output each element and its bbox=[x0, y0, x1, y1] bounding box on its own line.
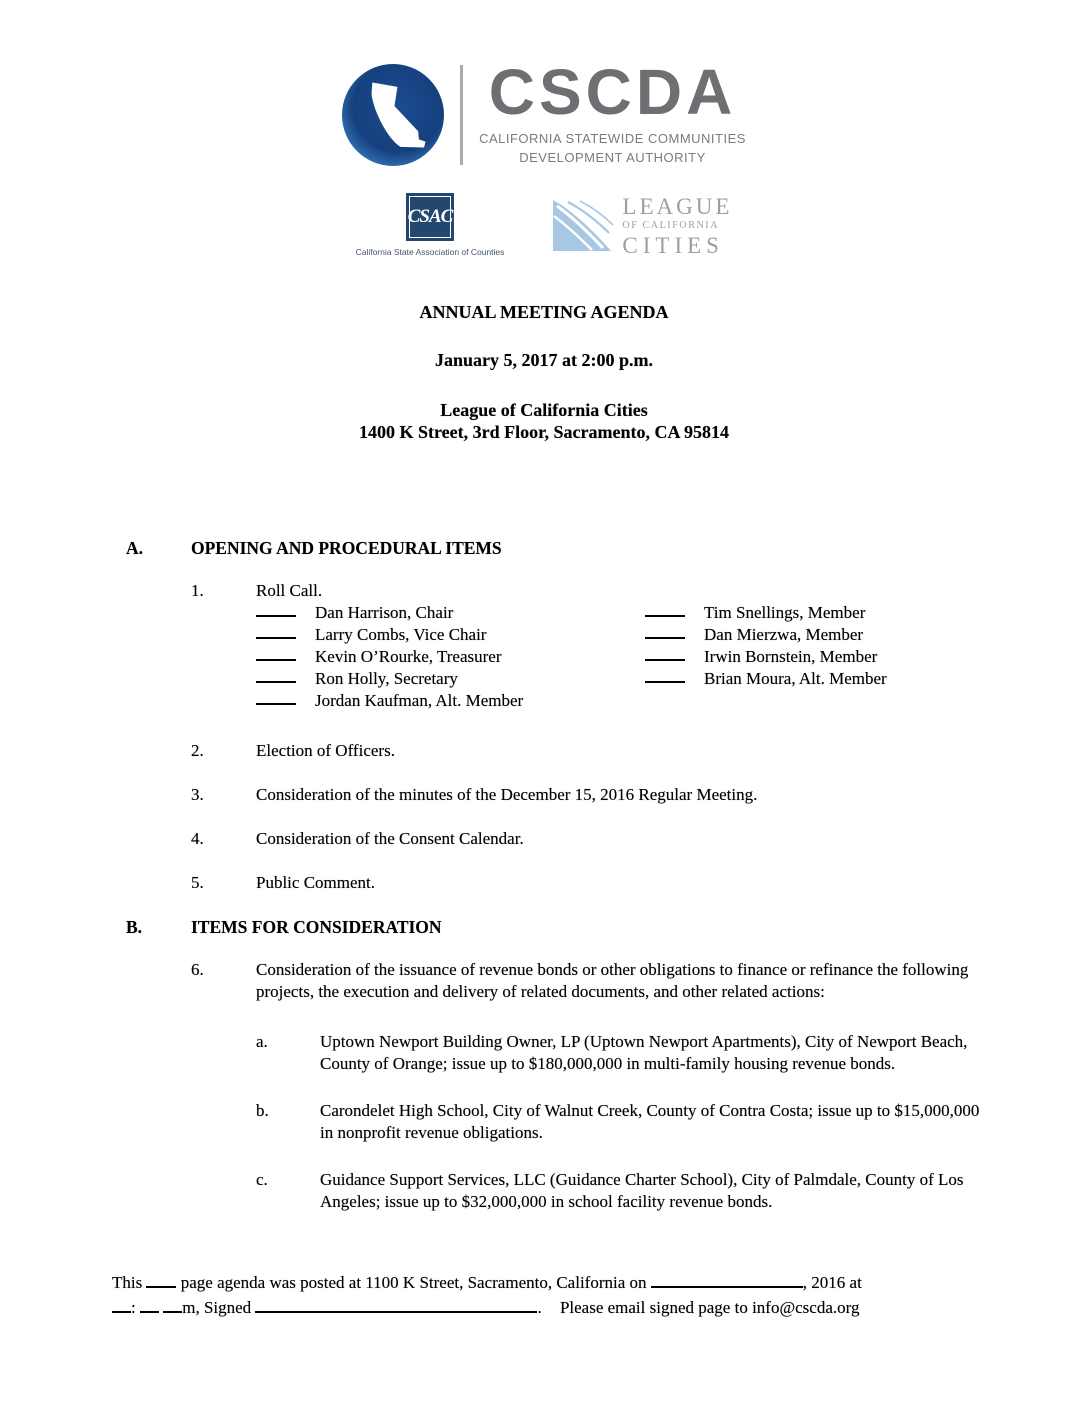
roll-call-entry bbox=[645, 624, 988, 646]
item-6b-letter: b. bbox=[256, 1101, 269, 1121]
roll-call-blank-line bbox=[256, 646, 296, 661]
meeting-datetime: January 5, 2017 at 2:00 p.m. bbox=[434, 350, 653, 371]
section-a-heading bbox=[126, 537, 988, 559]
item-4-text: Consideration of the Consent Calendar. bbox=[256, 829, 524, 849]
item-6-text: Consideration of the issuance of revenue bonds or other obligations to finance or refinance the following projects, the execution and delivery of related documents, and other related actions: bbox=[256, 960, 969, 1002]
roll-call-entry bbox=[645, 646, 988, 668]
cscda-globe bbox=[342, 64, 444, 166]
item-6c-text: Guidance Support Services, LLC (Guidance Charter School), City of Palmdale, County of Los Angeles; issue up to $32,000,000 in school facility revenue bonds. bbox=[320, 1170, 964, 1212]
agenda-item-6c bbox=[256, 1169, 988, 1213]
item-2-text: Election of Officers. bbox=[256, 741, 395, 761]
roll-call-blank-line bbox=[645, 602, 685, 617]
agenda-item-6 bbox=[191, 959, 988, 1003]
posting-date-blank-line bbox=[651, 1275, 803, 1288]
roll-call-left-column bbox=[256, 602, 645, 712]
roll-call-name: Brian Moura, Alt. Member bbox=[704, 669, 887, 689]
roll-call-name: Dan Mierzwa, Member bbox=[704, 625, 864, 645]
agenda-item-4 bbox=[191, 828, 988, 850]
roll-call-blank-line bbox=[256, 624, 296, 639]
roll-call-blank-line bbox=[645, 624, 685, 639]
item-3-text: Consideration of the minutes of the December 15, 2016 Regular Meeting. bbox=[256, 785, 758, 805]
league-text-line2: OF CALIFORNIA bbox=[622, 220, 720, 232]
league-logo bbox=[550, 195, 732, 257]
california-map-icon bbox=[356, 76, 430, 154]
roll-call-blank-line bbox=[645, 668, 685, 683]
footer-text: , 2016 at bbox=[802, 1273, 862, 1292]
roll-call-name: Kevin O’Rourke, Treasurer bbox=[315, 647, 502, 667]
section-b-label: B. bbox=[126, 917, 143, 938]
item-5-number: 5. bbox=[191, 873, 204, 893]
cscda-logo-tagline bbox=[479, 130, 746, 168]
am-pm-blank-line bbox=[163, 1300, 182, 1313]
meeting-address: 1400 K Street, 3rd Floor, Sacramento, CA 95814 bbox=[359, 422, 729, 443]
posting-notice-footer bbox=[112, 1270, 978, 1320]
minute-blank-line bbox=[140, 1300, 159, 1313]
roll-call-name: Jordan Kaufman, Alt. Member bbox=[315, 691, 524, 711]
agenda-item-5 bbox=[191, 872, 988, 894]
roll-call-list bbox=[256, 602, 988, 712]
partner-logos-row bbox=[0, 193, 1088, 257]
item-6a-text: Uptown Newport Building Owner, LP (Uptown Newport Apartments), City of Newport Beach, County of Orange; issue up to $180,000,000 in multi-family housing revenue bonds. bbox=[320, 1032, 968, 1074]
roll-call-entry bbox=[256, 690, 645, 712]
roll-call-blank-line bbox=[645, 646, 685, 661]
league-sail-icon bbox=[550, 199, 614, 253]
section-b-title: ITEMS FOR CONSIDERATION bbox=[191, 917, 442, 938]
page-count-blank-line bbox=[146, 1275, 176, 1288]
agenda-body bbox=[126, 537, 988, 1213]
item-6-number: 6. bbox=[191, 960, 204, 980]
roll-call-blank-line bbox=[256, 690, 296, 705]
item-2-number: 2. bbox=[191, 741, 204, 761]
meeting-venue: League of California Cities bbox=[440, 400, 648, 421]
header-logo-area bbox=[0, 0, 1088, 257]
csac-logo bbox=[356, 193, 505, 257]
roll-call-name: Dan Harrison, Chair bbox=[315, 603, 454, 623]
agenda-item-6b bbox=[256, 1100, 988, 1144]
cscda-tagline-line1: CALIFORNIA STATEWIDE COMMUNITIES bbox=[479, 130, 746, 146]
csac-logo-caption: California State Association of Counties bbox=[355, 247, 505, 258]
item-4-number: 4. bbox=[191, 829, 204, 849]
roll-call-name: Tim Snellings, Member bbox=[704, 603, 866, 623]
cscda-tagline-line2: DEVELOPMENT AUTHORITY bbox=[519, 149, 706, 165]
footer-line-2 bbox=[112, 1295, 978, 1320]
title-block bbox=[0, 301, 1088, 443]
agenda-item-2 bbox=[191, 740, 988, 762]
roll-call-entry bbox=[256, 602, 645, 624]
roll-call-blank-line bbox=[256, 602, 296, 617]
footer-text: . bbox=[537, 1298, 542, 1317]
item-6c-letter: c. bbox=[256, 1170, 268, 1190]
csac-logo-acronym: CSAC bbox=[407, 206, 453, 228]
item-1-text: Roll Call. bbox=[256, 581, 323, 601]
item-6a-letter: a. bbox=[256, 1032, 268, 1052]
footer-text: This bbox=[112, 1273, 143, 1292]
cscda-logo-acronym: CSCDA bbox=[488, 56, 737, 128]
csac-logo-square bbox=[406, 193, 454, 241]
logo-divider bbox=[460, 65, 463, 165]
roll-call-right-column bbox=[645, 602, 988, 712]
roll-call-entry bbox=[256, 668, 645, 690]
footer-text: : bbox=[131, 1298, 136, 1317]
section-a-title: OPENING AND PROCEDURAL ITEMS bbox=[191, 538, 502, 559]
item-5-text: Public Comment. bbox=[256, 873, 375, 893]
league-logo-text bbox=[622, 195, 732, 257]
footer-text: m, Signed bbox=[182, 1298, 252, 1317]
roll-call-name: Ron Holly, Secretary bbox=[315, 669, 458, 689]
roll-call-entry bbox=[256, 624, 645, 646]
signature-blank-line bbox=[255, 1300, 537, 1313]
league-text-line3: CITIES bbox=[622, 233, 724, 259]
roll-call-blank-line bbox=[256, 668, 296, 683]
hour-blank-line bbox=[112, 1300, 131, 1313]
roll-call-entry bbox=[645, 602, 988, 624]
item-3-number: 3. bbox=[191, 785, 204, 805]
roll-call-entry bbox=[256, 646, 645, 668]
cscda-logo bbox=[342, 56, 746, 167]
section-a-label: A. bbox=[126, 538, 144, 559]
roll-call-name: Larry Combs, Vice Chair bbox=[315, 625, 487, 645]
footer-text: page agenda was posted at 1100 K Street, Sacramento, California on bbox=[180, 1273, 647, 1292]
agenda-item-6a bbox=[256, 1031, 988, 1075]
document-title: ANNUAL MEETING AGENDA bbox=[419, 302, 669, 323]
email-instruction: Please email signed page to info@cscda.org bbox=[559, 1298, 860, 1317]
section-b-heading bbox=[126, 916, 988, 938]
league-text-line1: LEAGUE bbox=[622, 194, 733, 220]
footer-line-1 bbox=[112, 1270, 978, 1295]
item-1-number: 1. bbox=[191, 581, 204, 601]
roll-call-name: Irwin Bornstein, Member bbox=[704, 647, 878, 667]
roll-call-entry bbox=[645, 668, 988, 690]
agenda-item-1 bbox=[191, 580, 988, 602]
agenda-item-3 bbox=[191, 784, 988, 806]
cscda-logo-text bbox=[479, 56, 746, 167]
item-6b-text: Carondelet High School, City of Walnut Creek, County of Contra Costa; issue up to $15,000,000 in nonprofit revenue obligations. bbox=[320, 1101, 980, 1143]
